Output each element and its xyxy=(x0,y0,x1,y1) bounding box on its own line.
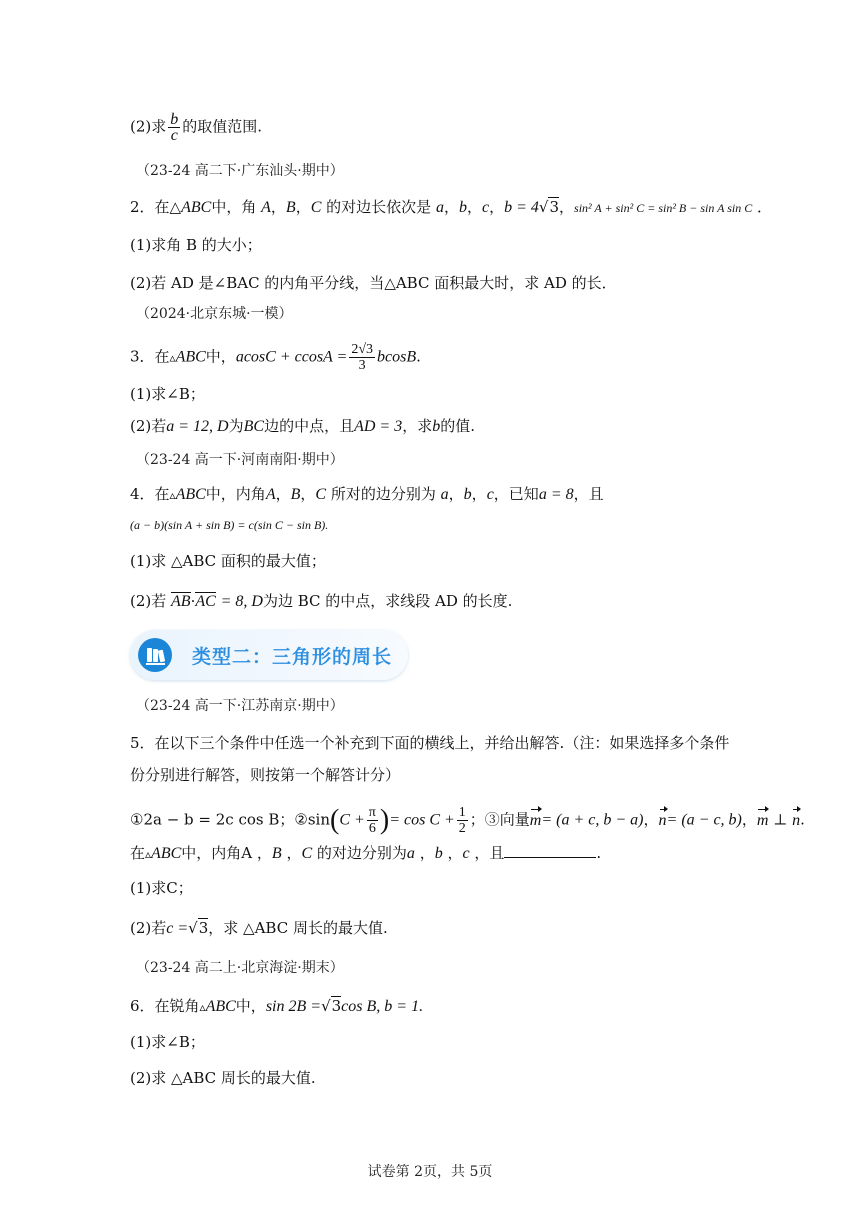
q4-part1: (1)求 △ABC 面积的最大值； xyxy=(130,552,326,570)
q5-stem-1: 5．在以下三个条件中任选一个补充到下面的横线上，并给出解答.（注：如果选择多个条件 xyxy=(130,734,730,752)
section-title: 类型二：三角形的周长 xyxy=(192,646,393,668)
q5-conditions: ①2a − b = 2c cos B；②sin(C + $\frac{\pi}{6}$ )= cos C + $\frac{1}{2}$ ；③向量m= (a + c, b − a)，n= (a − c, b)，m ⊥ n. xyxy=(130,804,805,836)
q6-source: （23-24 高二上·北京海淀·期末） xyxy=(136,960,344,976)
q1-part2: (2)求 $\frac{b}{c}$ 的取值范围. xyxy=(130,111,263,144)
q5-stem-2: 份分别进行解答，则按第一个解答计分） xyxy=(130,766,401,784)
q3-stem: 3．在▵ABC中，acosC + ccosA = $\frac{2√3}{3}$ bcosB. xyxy=(130,342,421,373)
q6-part1: (1)求∠B； xyxy=(130,1033,205,1051)
page-footer: 试卷第 2页，共 5页 xyxy=(367,1164,493,1180)
section-banner xyxy=(130,630,408,680)
q5-source: （23-24 高一下·江苏南京·期中） xyxy=(136,698,344,714)
q6-stem: 6．在锐角▵ABC中，sin 2B =√3cos B, b = 1. xyxy=(130,997,424,1015)
q2-stem: 2．在△ABC中，角 A，B，C 的对边长依次是 a，b，c，b = 4√3，sin² A + sin² C = sin² B − sin A sin C ． xyxy=(130,198,773,216)
q4-source: （23-24 高一下·河南南阳·期中） xyxy=(136,452,344,468)
q2-part2: (2)若 AD 是∠BAC 的内角平分线，当△ABC 面积最大时，求 AD 的长． xyxy=(130,274,617,292)
q2-part1: (1)求角 B 的大小； xyxy=(130,236,262,254)
books-icon xyxy=(138,638,172,672)
q5-part1: (1)求C； xyxy=(130,879,193,897)
q5-line2: 在▵ABC中，内角A ，B ，C 的对边分别为a ，b ，c ，且 . xyxy=(130,844,602,862)
q4-part2: (2)若 AB·AC = 8, D为边 BC 的中点，求线段 AD 的长度. xyxy=(130,592,513,610)
q2-source: （23-24 高二下·广东汕头·期中） xyxy=(136,163,344,179)
answer-blank xyxy=(504,843,596,858)
q4-equation: (a − b)(sin A + sin B) = c(sin C − sin B). xyxy=(130,518,329,532)
q4-stem: 4．在▵ABC中，内角A，B，C 所对的边分别为 a，b，c，已知a = 8，且 xyxy=(130,485,604,503)
q5-part2: (2)若c =√3，求 △ABC 周长的最大值. xyxy=(130,919,388,937)
q3-part2: (2)若a = 12, D为BC边的中点，且AD = 3，求b的值. xyxy=(130,417,476,435)
q6-part2: (2)求 △ABC 周长的最大值. xyxy=(130,1069,316,1087)
q3-part1: (1)求∠B； xyxy=(130,385,205,403)
q3-source: （2024·北京东城·一模） xyxy=(136,306,293,322)
